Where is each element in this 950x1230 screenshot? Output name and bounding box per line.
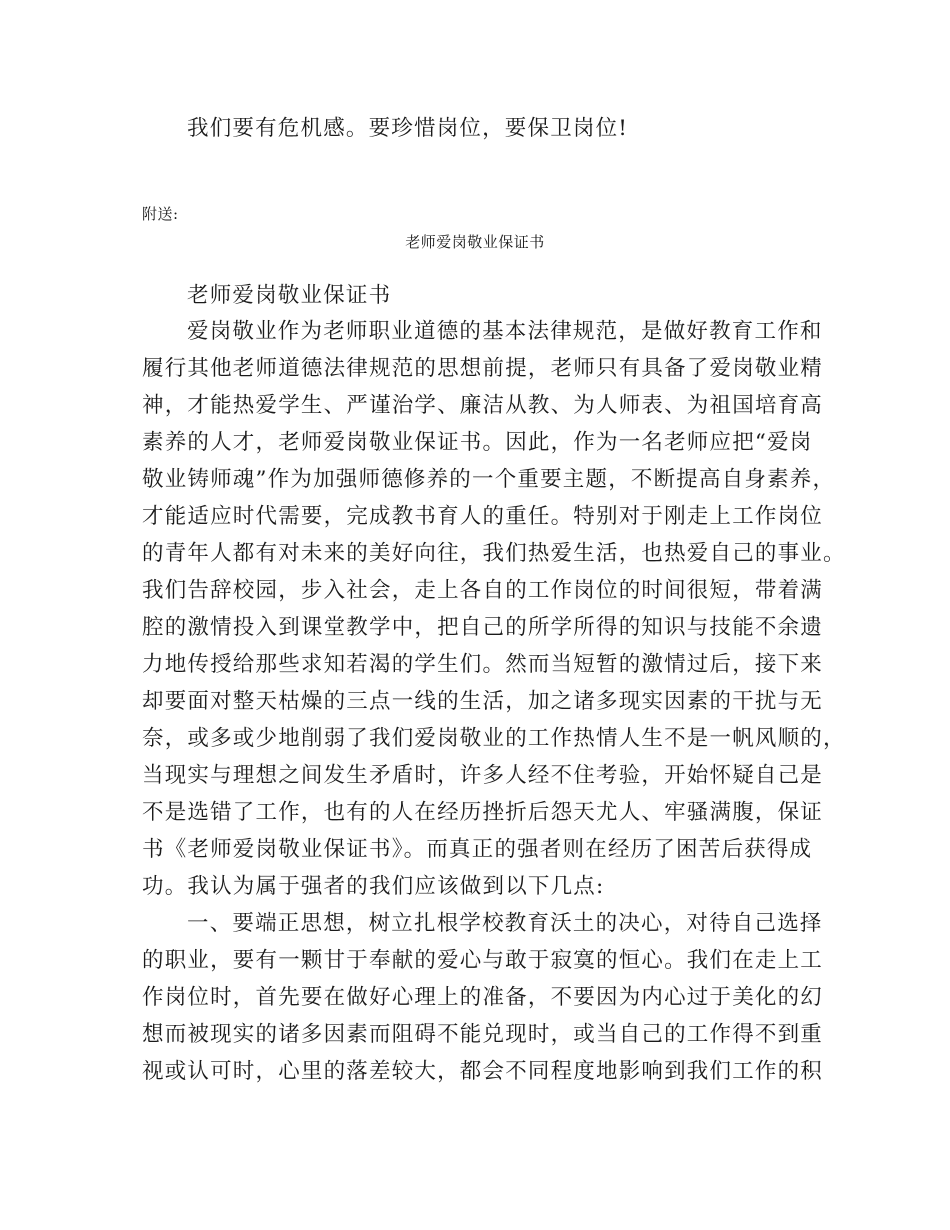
body-line: 视或认可时，心里的落差较大，都会不同程度地影响到我们工作的积 (142, 1059, 824, 1084)
body-line: 的职业，要有一颗甘于奉献的爱心与敢于寂寞的恒心。我们在走上工 (142, 948, 824, 973)
body-line: 敬业铸师魂”作为加强师德修养的一个重要主题，不断提高自身素养， (142, 467, 836, 492)
body-line: 腔的激情投入到课堂教学中，把自己的所学所得的知识与技能不余遗 (142, 615, 824, 640)
body-line: 爱岗敬业作为老师职业道德的基本法律规范，是做好教育工作和 (187, 319, 823, 344)
body-line: 书《老师爱岗敬业保证书》。而真正的强者则在经历了困苦后获得成 (142, 837, 813, 862)
body-line: 才能适应时代需要，完成教书育人的重任。特别对于刚走上工作岗位 (142, 504, 824, 529)
body-line: 想而被现实的诸多因素而阻碍不能兑现时，或当自己的工作得不到重 (142, 1022, 824, 1047)
centered-document-title: 老师爱岗敬业保证书 (405, 233, 545, 251)
body-line: 一、要端正思想，树立扎根学校教育沃土的决心，对待自己选择 (187, 911, 823, 936)
body-line: 履行其他老师道德法律规范的思想前提，老师只有具备了爱岗敬业精 (142, 356, 824, 381)
body-line: 力地传授给那些求知若渴的学生们。然而当短暂的激情过后，接下来 (142, 652, 824, 677)
body-line: 我们告辞校园，步入社会，走上各自的工作岗位的时间很短，带着满 (142, 578, 824, 603)
body-line: 神，才能热爱学生、严谨治学、廉洁从教、为人师表、为祖国培育高 (142, 393, 824, 418)
attachment-label: 附送: (142, 205, 179, 223)
body-line: 的青年人都有对未来的美好向往，我们热爱生活，也热爱自己的事业。 (142, 541, 846, 566)
body-line: 作岗位时，首先要在做好心理上的准备，不要因为内心过于美化的幻 (142, 985, 824, 1010)
body-line: 奈，或多或少地削弱了我们爱岗敬业的工作热情人生不是一帆风顺的， (142, 726, 846, 751)
body-line: 不是选错了工作，也有的人在经历挫折后怨天尤人、牢骚满腹，保证 (142, 800, 824, 825)
body-line: 却要面对整天枯燥的三点一线的生活，加之诸多现实因素的干扰与无 (142, 689, 824, 714)
opening-line: 我们要有危机感。要珍惜岗位，要保卫岗位! (187, 116, 629, 141)
body-line: 功。我认为属于强者的我们应该做到以下几点: (142, 874, 605, 899)
body-line: 当现实与理想之间发生矛盾时，许多人经不住考验，开始怀疑自己是 (142, 763, 824, 788)
body-line: 素养的人才，老师爱岗敬业保证书。因此，作为一名老师应把“爱岗 (142, 430, 813, 455)
section-heading: 老师爱岗敬业保证书 (187, 283, 392, 308)
